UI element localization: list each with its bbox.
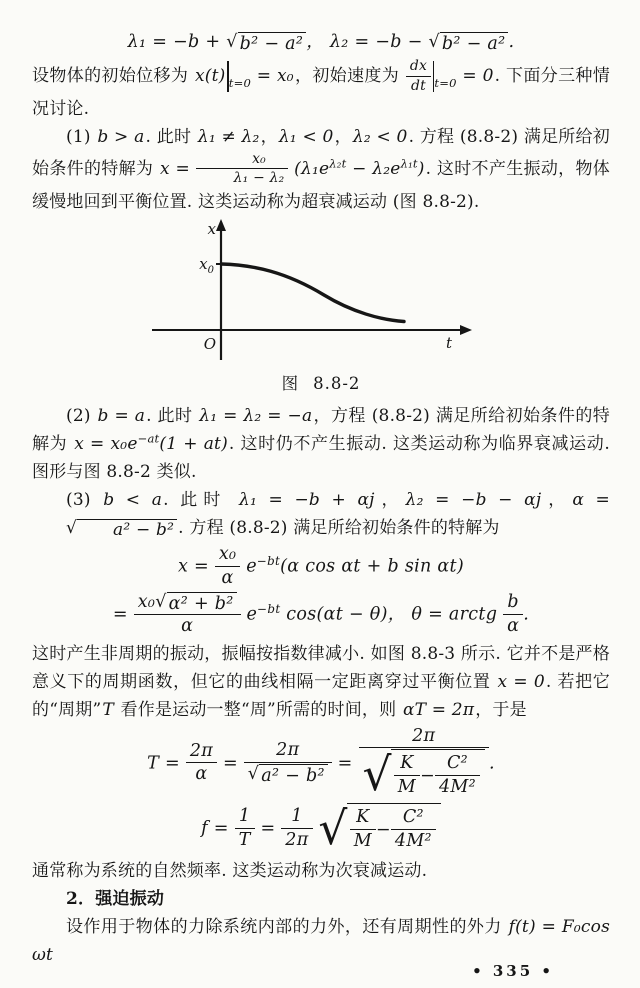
heading-forced-vibration: 2．强迫振动 [66,888,165,909]
figure-caption [32,370,610,394]
figure-caption-number: 8.8-2 [313,373,361,393]
figure-8-8-2 [150,218,610,370]
paragraph-case3-underdamped: (3) b < a. 此时 λ₁ = −b + αj，λ₂ = −b − αj，α = √ a² − b² . 方程 (8.8-2) 满足所给初始条件的特解为 [66,489,610,540]
t-axis-label: t [446,333,453,352]
paragraph-natural-frequency: 通常称为系统的自然频率. 这类运动称为次衰减运动. [32,860,428,881]
paragraph-forced-vibration: 设作用于物体的力除系统内部的力外，还有周期性的外力 f(t) = F₀cos ωt [32,916,611,965]
y-axis-label: x [207,219,216,238]
origin-label: O [203,334,216,353]
paragraph-initial-conditions: 设物体的初始位移为 x(t) $_{t=0}$ = x₀，初始速度为 $\frac{dx}{dt}$ $_{t=0}$ = 0. 下面分三种情况讨论. [32,58,610,119]
paragraph-case1-overdamped: (1) b > a. 此时 λ₁ ≠ λ₂，λ₁ < 0，λ₂ < 0. 方程 (8.8-2) 满足所给初始条件的特解为 x = $\frac{\text{x₀}}{\text{λ₁ − λ₂}}$ $(\lambda_1e^{\lambda_2t} - \lambda_2e^{\lambda_1t})$. 这时不产生振动，物体缓慢地回到平衡位置. 这类运动称为超衰减运动 (图 8.8-2). [32,126,610,212]
overdamped-decay-curve [222,264,405,322]
equation-frequency: f = $\frac{1}{T}$ = $\frac{1}{2\pi}$ √ $\frac{K}{M}$ − $\frac{\text{C²}}{\text{4M²}}$ [32,803,610,855]
decay-plot [150,218,480,370]
figure-caption-label: 图 [281,373,300,393]
paragraph-quasi-period: 这时产生非周期的振动，振幅按指数律减小. 如图 8.8-3 所示. 它并不是严格意义下的周期函数，但它的曲线相隔一定距离穿过平衡位置 x = 0. 若把它的“周期”T 看作是运动一整“周”所需的时间，则 αT = 2π，于是 [32,643,610,720]
t-axis-arrow-icon [460,325,472,335]
y-axis-arrow-icon [216,219,226,231]
equation-solution-amplitude: = x₀ √ α² + b² α $e^{-bt}$ cos(αt − θ)， θ = arctg $\frac{b}{\alpha}$ . [112,591,530,636]
equation-period: T = $\frac{2\pi}{\alpha}$ = 2π √ a² − b² = 2π √ $\frac{K}{M}$ − $\frac{\text{C²}}{\text{4M²}}$ . [147,725,495,801]
page-number: • 335 • [472,962,554,980]
paragraph-case2-critical: (2) b = a. 此时 λ₁ = λ₂ = −a，方程 (8.8-2) 满足所给初始条件的特解为 $x = x_0e^{-at}(1 + at)$. 这时仍不产生振动. 这类运动称为临界衰减运动. 图形与图 8.8-2 类似. [32,405,610,482]
equation-lambda-roots: λ₁ = −b + √ b² − a² ， λ₂ = −b − √ b² − a² . [127,32,515,54]
initial-displacement-label: $x_0$ [199,254,214,276]
equation-solution-trig: x = $\frac{\text{x₀}}{\alpha}$ $e^{-bt}(\alpha$ cos αt + b sin αt) [177,543,465,588]
